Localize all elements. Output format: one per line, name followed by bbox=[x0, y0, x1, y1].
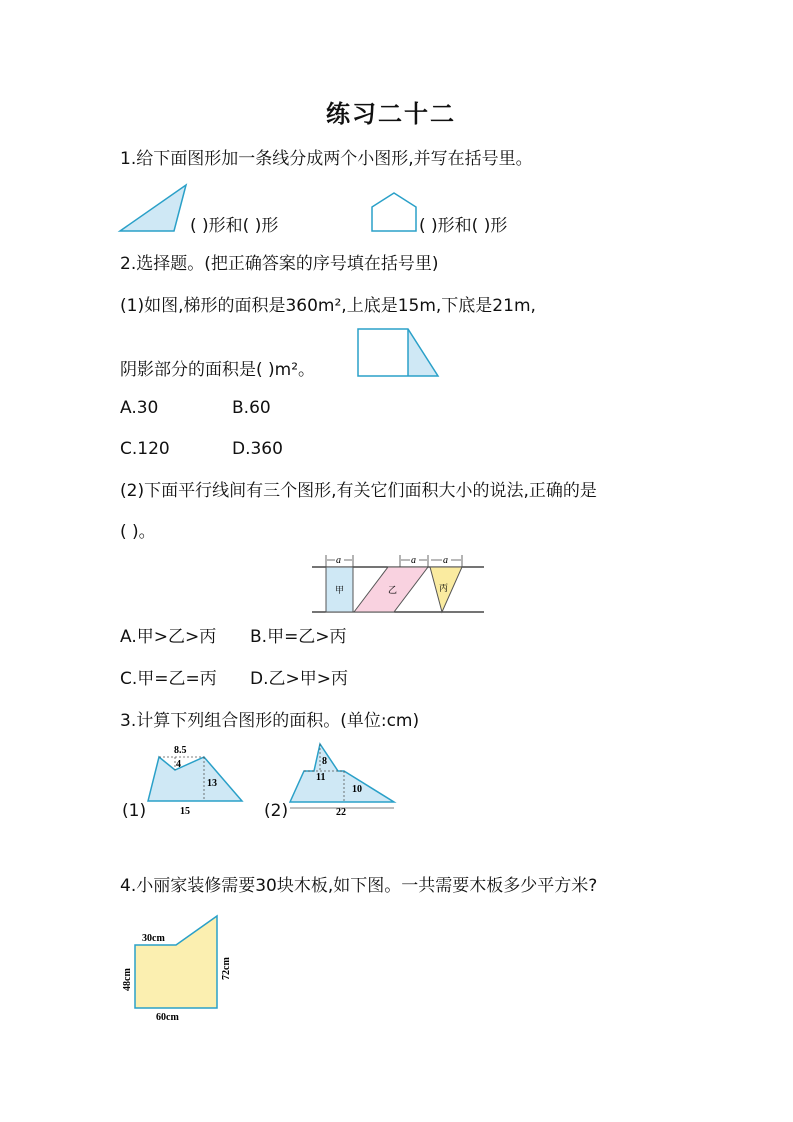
q2-p2-option-b: B.甲=乙>丙 bbox=[250, 627, 347, 647]
label-jia: 甲 bbox=[335, 586, 345, 596]
q4-label-left: 48cm bbox=[122, 968, 133, 991]
fig2-label-10: 10 bbox=[352, 784, 362, 795]
fig1-label-13: 13 bbox=[207, 778, 217, 789]
fig1-shape bbox=[148, 757, 242, 801]
label-yi: 乙 bbox=[388, 586, 398, 596]
q4-label-bottom: 60cm bbox=[156, 1012, 179, 1023]
fig1-label-15: 15 bbox=[180, 806, 190, 817]
q3-text: 3.计算下列组合图形的面积。(单位:cm) bbox=[120, 711, 420, 731]
q1-triangle-figure bbox=[118, 183, 188, 233]
q4-label-top: 30cm bbox=[142, 933, 165, 944]
q3-fig2 bbox=[288, 742, 400, 818]
page-title: 练习二十二 bbox=[326, 99, 456, 128]
q4-label-right: 72cm bbox=[221, 957, 232, 980]
q2-parallel-figure bbox=[310, 553, 486, 617]
q2-p2-option-a: A.甲>乙>丙 bbox=[120, 627, 217, 647]
q4-figure bbox=[116, 912, 240, 1024]
fig1-label-85: 8.5 bbox=[174, 745, 187, 756]
q2-p1-line2: 阴影部分的面积是( )m²。 bbox=[120, 360, 316, 380]
q2-p2-option-d: D.乙>甲>丙 bbox=[250, 669, 348, 689]
q1-pentagon bbox=[372, 193, 416, 231]
fig1-label-4: 4 bbox=[176, 759, 181, 770]
q3-fig2-tag: (2) bbox=[264, 801, 289, 821]
q2-p2-line2: ( )。 bbox=[120, 522, 156, 542]
q1-blank-a: ( )形和( )形 bbox=[190, 216, 279, 236]
q1-pentagon-figure bbox=[370, 191, 418, 233]
fig2-label-8: 8 bbox=[322, 756, 327, 767]
label-a-1: a bbox=[336, 555, 341, 566]
q2-text: 2.选择题。(把正确答案的序号填在括号里) bbox=[120, 254, 439, 274]
q2-p1-line1: (1)如图,梯形的面积是360m²,上底是15m,下底是21m, bbox=[120, 296, 536, 316]
q2-p1-option-b: B.60 bbox=[232, 398, 271, 418]
label-a-3: a bbox=[443, 555, 448, 566]
fig2-label-22: 22 bbox=[336, 807, 346, 818]
q3-fig1-tag: (1) bbox=[122, 801, 147, 821]
q2-p2-option-c: C.甲=乙=丙 bbox=[120, 669, 217, 689]
q1-triangle bbox=[120, 185, 186, 231]
q2-p2-line1: (2)下面平行线间有三个图形,有关它们面积大小的说法,正确的是 bbox=[120, 481, 597, 501]
label-a-2: a bbox=[411, 555, 416, 566]
q2-p1-option-a: A.30 bbox=[120, 398, 159, 418]
label-bing: 丙 bbox=[439, 584, 449, 594]
q1-blank-b: ( )形和( )形 bbox=[419, 216, 508, 236]
q2-p1-option-c: C.120 bbox=[120, 439, 170, 459]
fig2-shape bbox=[290, 744, 394, 802]
q3-fig1 bbox=[146, 742, 246, 818]
fig2-label-11: 11 bbox=[316, 772, 326, 783]
q1-text: 1.给下面图形加一条线分成两个小图形,并写在括号里。 bbox=[120, 149, 533, 169]
q2-p1-option-d: D.360 bbox=[232, 439, 283, 459]
q4-text: 4.小丽家装修需要30块木板,如下图。一共需要木板多少平方米? bbox=[120, 876, 598, 896]
q2-trapezoid-figure bbox=[356, 327, 442, 379]
q4-board-shape bbox=[135, 916, 217, 1008]
